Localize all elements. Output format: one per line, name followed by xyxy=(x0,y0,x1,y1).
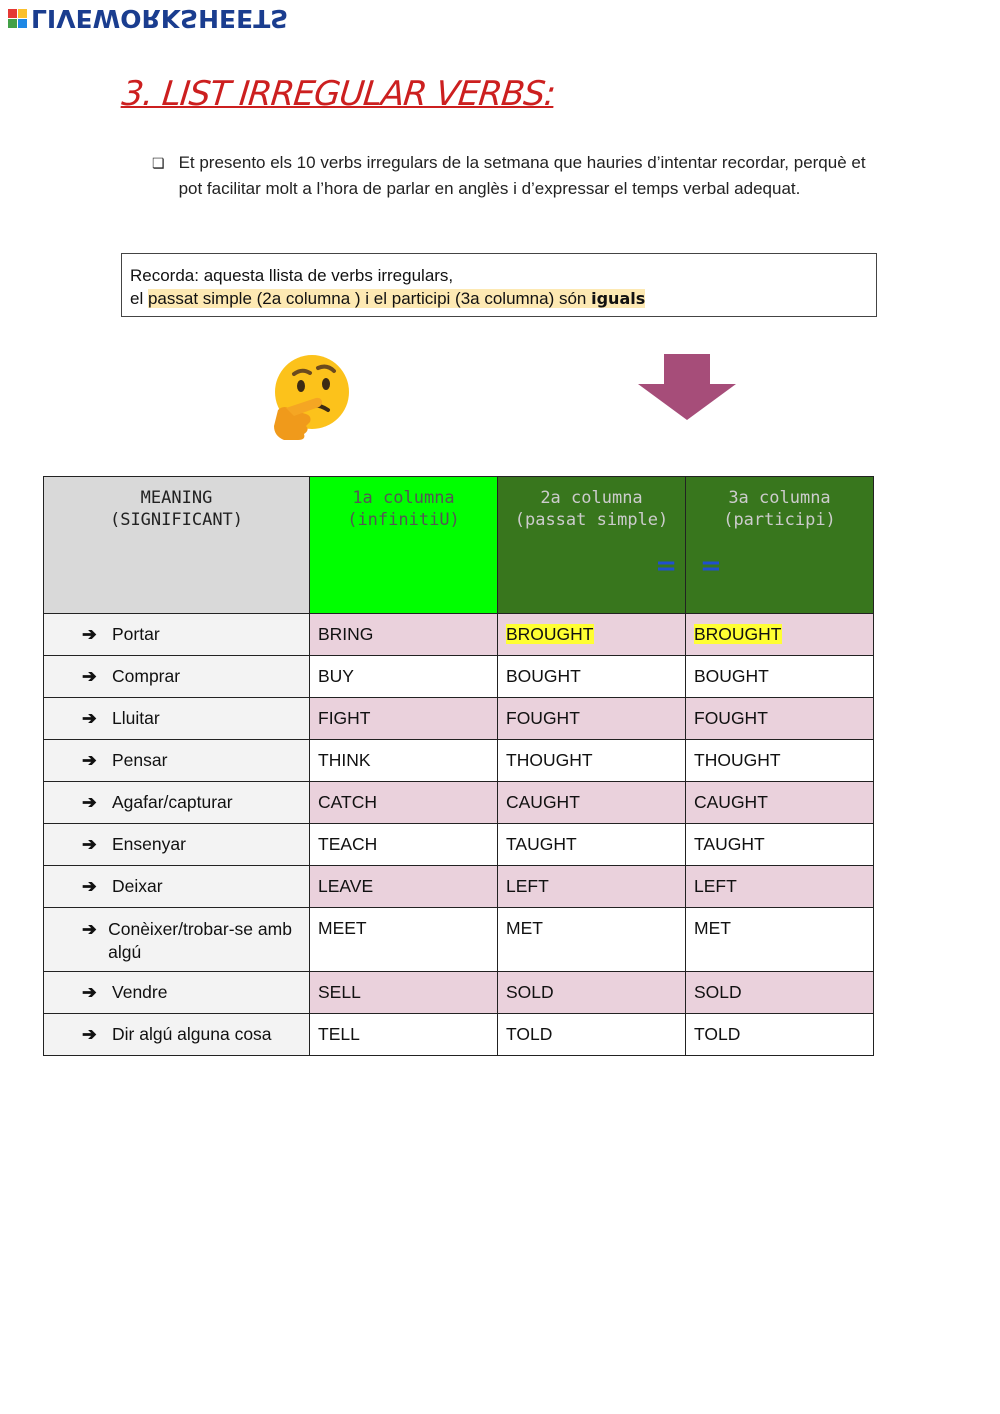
right-arrow-icon: ➔ xyxy=(82,1024,97,1044)
meaning-cell: ➔ Agafar/capturar xyxy=(44,782,310,824)
infinitive-cell: MEET xyxy=(310,908,498,972)
reminder-highlight: passat simple (2a columna ) i el participi (3a columna) són iguals xyxy=(147,289,646,308)
table-row xyxy=(44,1014,874,1056)
infinitive-cell: CATCH xyxy=(310,782,498,824)
meaning-cell: ➔ Pensar xyxy=(44,740,310,782)
right-arrow-icon: ➔ xyxy=(82,834,97,854)
intro-paragraph xyxy=(152,150,872,202)
header-meaning: MEANING (SIGNIFICANT) xyxy=(44,477,310,614)
right-arrow-icon: ➔ xyxy=(82,624,97,644)
down-arrow-icon xyxy=(638,354,736,420)
meaning-cell: ➔ Deixar xyxy=(44,866,310,908)
equals-mark: = xyxy=(655,551,677,581)
right-arrow-icon: ➔ xyxy=(82,750,97,770)
page-title: 3. LIST IRREGULAR VERBS: xyxy=(119,74,557,114)
logo-blocks-icon xyxy=(8,9,27,28)
infinitive-cell: FIGHT xyxy=(310,698,498,740)
past-simple-cell: MET xyxy=(498,908,686,972)
irregular-verbs-table xyxy=(43,476,874,1056)
table-header-row xyxy=(44,477,874,614)
infinitive-cell: TELL xyxy=(310,1014,498,1056)
table-row xyxy=(44,740,874,782)
past-simple-cell: FOUGHT xyxy=(498,698,686,740)
right-arrow-icon: ➔ xyxy=(82,666,97,686)
right-arrow-icon: ➔ xyxy=(82,708,97,728)
past-simple-cell: TAUGHT xyxy=(498,824,686,866)
right-arrow-icon: ➔ xyxy=(82,919,97,939)
table-row xyxy=(44,656,874,698)
thinking-face-icon xyxy=(268,352,352,442)
intro-text: Et presento els 10 verbs irregulars de la setmana que hauries d’intentar recordar, perquè et pot facilitar molt a l’hora de parlar en anglès i d’expressar el temps verbal adequat. xyxy=(178,153,866,198)
participle-cell: MET xyxy=(686,908,874,972)
participle-cell: SOLD xyxy=(686,972,874,1014)
infinitive-cell: BRING xyxy=(310,614,498,656)
table-row xyxy=(44,972,874,1014)
infinitive-cell: SELL xyxy=(310,972,498,1014)
meaning-cell: ➔ Dir algú alguna cosa xyxy=(44,1014,310,1056)
past-simple-cell: SOLD xyxy=(498,972,686,1014)
table-row xyxy=(44,824,874,866)
meaning-cell: ➔ Ensenyar xyxy=(44,824,310,866)
meaning-cell: ➔ Conèixer/trobar-se amb algú xyxy=(44,908,310,972)
meaning-cell: ➔ Comprar xyxy=(44,656,310,698)
equals-mark: = xyxy=(700,551,722,581)
checkbox-bullet-icon: ❏ xyxy=(152,155,165,171)
past-simple-cell: THOUGHT xyxy=(498,740,686,782)
header-past-simple: 2a columna (passat simple) = xyxy=(498,477,686,614)
participle-cell: BROUGHT xyxy=(686,614,874,656)
participle-cell: BOUGHT xyxy=(686,656,874,698)
header-participle: 3a columna (participi) = xyxy=(686,477,874,614)
meaning-cell: ➔ Lluitar xyxy=(44,698,310,740)
reminder-line-2: el passat simple (2a columna ) i el participi (3a columna) són iguals xyxy=(130,289,646,308)
reminder-bold-word: iguals xyxy=(591,289,646,308)
past-simple-cell: CAUGHT xyxy=(498,782,686,824)
table-row xyxy=(44,866,874,908)
liveworksheets-logo xyxy=(8,4,288,33)
header-infinitive: 1a columna (infinitiU) xyxy=(310,477,498,614)
right-arrow-icon: ➔ xyxy=(82,876,97,896)
participle-cell: TOLD xyxy=(686,1014,874,1056)
participle-cell: TAUGHT xyxy=(686,824,874,866)
meaning-cell: ➔ Portar xyxy=(44,614,310,656)
past-simple-cell: BOUGHT xyxy=(498,656,686,698)
infinitive-cell: BUY xyxy=(310,656,498,698)
participle-cell: FOUGHT xyxy=(686,698,874,740)
table-row xyxy=(44,782,874,824)
infinitive-cell: TEACH xyxy=(310,824,498,866)
reminder-line-1: Recorda: aquesta llista de verbs irregulars, xyxy=(130,266,454,285)
logo-text: LIVEWORKSHEETS xyxy=(31,4,289,33)
right-arrow-icon: ➔ xyxy=(82,792,97,812)
participle-cell: CAUGHT xyxy=(686,782,874,824)
participle-cell: THOUGHT xyxy=(686,740,874,782)
infinitive-cell: LEAVE xyxy=(310,866,498,908)
past-simple-cell: TOLD xyxy=(498,1014,686,1056)
table-row xyxy=(44,698,874,740)
meaning-cell: ➔ Vendre xyxy=(44,972,310,1014)
table-row xyxy=(44,614,874,656)
participle-cell: LEFT xyxy=(686,866,874,908)
past-simple-cell: LEFT xyxy=(498,866,686,908)
reminder-box xyxy=(121,253,877,317)
past-simple-cell: BROUGHT xyxy=(498,614,686,656)
table-row xyxy=(44,908,874,972)
right-arrow-icon: ➔ xyxy=(82,982,97,1002)
infinitive-cell: THINK xyxy=(310,740,498,782)
